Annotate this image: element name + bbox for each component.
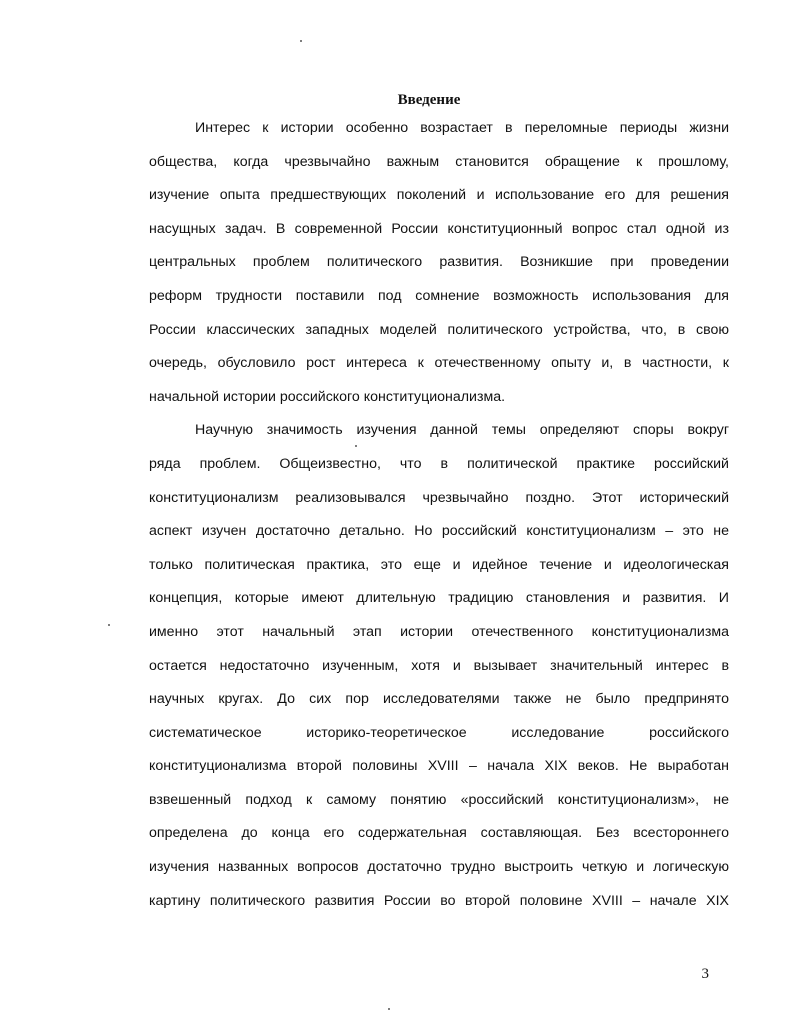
text-line: концепция, которые имеют длительную традицию становления и развития. И	[149, 590, 729, 607]
text-line: определена до конца его содержательная составляющая. Без всестороннего	[149, 825, 729, 842]
text-line: начальной истории российского конституционализма.	[149, 388, 506, 405]
page-title: Введение	[397, 92, 461, 108]
scan-speck	[355, 445, 357, 447]
text-line: очередь, обусловило рост интереса к отечественному опыту и, в частности, к	[149, 355, 729, 372]
body-text	[149, 112, 729, 918]
scan-speck	[108, 624, 110, 626]
text-line: Научную значимость изучения данной темы определяют споры вокруг	[195, 422, 729, 439]
text-line: общества, когда чрезвычайно важным становится обращение к прошлому,	[149, 153, 729, 170]
text-line: ряда проблем. Общеизвестно, что в политической практике российский	[149, 455, 729, 472]
text-line: реформ трудности поставили под сомнение возможность использования для	[149, 287, 729, 304]
text-line: систематическое историко-теоретическое исследование российского	[149, 724, 729, 741]
text-line: конституционализм реализовывался чрезвычайно поздно. Этот исторический	[149, 489, 729, 506]
scan-speck	[300, 40, 302, 42]
text-line: именно этот начальный этап истории отечественного конституционализма	[149, 623, 729, 640]
text-line: конституционализма второй половины XVIII – начала XIX веков. Не выработан	[149, 758, 729, 775]
text-line: научных кругах. До сих пор исследователями также не было предпринято	[149, 691, 729, 708]
text-line: остается недостаточно изученным, хотя и вызывает значительный интерес в	[149, 657, 729, 674]
text-line: Интерес к истории особенно возрастает в переломные периоды жизни	[195, 120, 729, 136]
text-line: насущных задач. В современной России конституционный вопрос стал одной из	[149, 220, 729, 237]
text-line: картину политического развития России во второй половине XVIII – начале XIX	[149, 892, 729, 909]
text-line: аспект изучен достаточно детально. Но российский конституционализм – это не	[149, 523, 729, 540]
page-number: 3	[701, 966, 709, 982]
scan-speck	[388, 1008, 390, 1010]
text-line: изучения названных вопросов достаточно трудно выстроить четкую и логическую	[149, 859, 729, 876]
text-line: России классических западных моделей политического устройства, что, в свою	[149, 321, 729, 338]
text-line: центральных проблем политического развития. Возникшие при проведении	[149, 254, 729, 271]
text-line: только политическая практика, это еще и идейное течение и идеологическая	[149, 556, 729, 573]
text-line: изучение опыта предшествующих поколений и использование его для решения	[149, 187, 729, 204]
text-line: взвешенный подход к самому понятию «российский конституционализм», не	[149, 791, 729, 808]
